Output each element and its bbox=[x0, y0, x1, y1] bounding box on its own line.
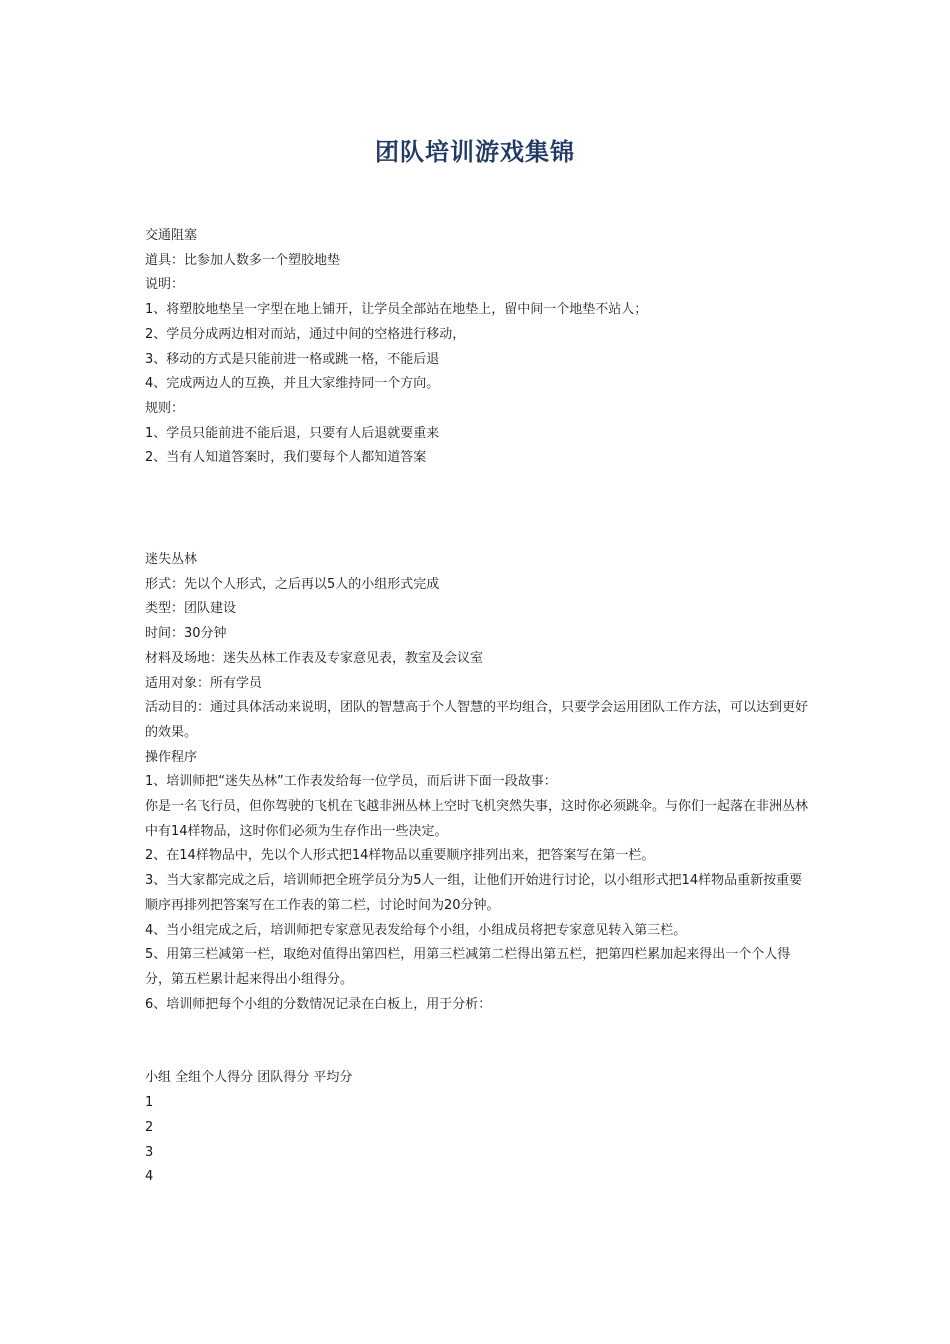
story-paragraph: 你是一名飞行员，但你驾驶的飞机在飞越非洲丛林上空时飞机突然失事，这时你必须跳伞。与你们一起落在非洲丛林中有14样物品，这时你们必须为生存作出一些决定。 bbox=[145, 799, 809, 839]
section-heading-lost-jungle: 迷失丛林 bbox=[145, 552, 198, 568]
purpose-paragraph: 活动目的：通过具体活动来说明，团队的智慧高于个人智慧的平均组合，只要学会运用团队工作方法，可以达到更好的效果。 bbox=[145, 700, 809, 740]
section-heading-traffic-jam: 交通阻塞 bbox=[145, 228, 198, 243]
score-table-row: 2 bbox=[145, 1119, 154, 1135]
form-line: 形式：先以个人形式，之后再以5人的小组形式完成 bbox=[145, 576, 440, 592]
rules-label: 规则： bbox=[145, 400, 185, 416]
procedure-step: 2、在14样物品中，先以个人形式把14样物品以重要顺序排列出来，把答案写在第一栏。 bbox=[145, 848, 655, 864]
explain-item: 3、移动的方式是只能前进一格或跳一格，不能后退 bbox=[145, 351, 440, 367]
explain-item: 1、将塑胶地垫呈一字型在地上铺开，让学员全部站在地垫上，留中间一个地垫不站人； bbox=[145, 302, 648, 318]
type-line: 类型：团队建设 bbox=[145, 601, 237, 617]
score-table-row: 1 bbox=[145, 1095, 154, 1111]
section-spacer bbox=[145, 1017, 813, 1066]
score-table-row: 4 bbox=[145, 1169, 154, 1185]
rule-item: 2、当有人知道答案时，我们要每个人都知道答案 bbox=[145, 450, 427, 466]
procedure-step: 1、培训师把“迷失丛林”工作表发给每一位学员，而后讲下面一段故事： bbox=[145, 774, 557, 790]
materials-line: 材料及场地：迷失丛林工作表及专家意见表，教室及会议室 bbox=[145, 650, 484, 666]
document-body bbox=[145, 224, 813, 1190]
page-title: 团队培训游戏集锦 bbox=[375, 138, 575, 166]
section-spacer bbox=[145, 471, 813, 548]
score-table-row: 3 bbox=[145, 1144, 154, 1160]
explain-item: 4、完成两边人的互换，并且大家维持同一个方向。 bbox=[145, 376, 440, 392]
procedure-step: 6、培训师把每个小组的分数情况记录在白板上，用于分析： bbox=[145, 996, 492, 1012]
time-line: 时间：30分钟 bbox=[145, 626, 227, 642]
explain-item: 2、学员分成两边相对而站，通过中间的空格进行移动， bbox=[145, 326, 466, 342]
procedure-step: 3、当大家都完成之后，培训师把全班学员分为5人一组，让他们开始进行讨论，以小组形式把14样物品重新按重要顺序再排列把答案写在工作表的第二栏，讨论时间为20分钟。 bbox=[145, 873, 803, 913]
procedure-label: 操作程序 bbox=[145, 749, 198, 765]
procedure-step: 4、当小组完成之后，培训师把专家意见表发给每个小组，小组成员将把专家意见转入第三栏。 bbox=[145, 922, 687, 938]
score-table-header: 小组 全组个人得分 团队得分 平均分 bbox=[145, 1070, 353, 1086]
props-line: 道具：比参加人数多一个塑胶地垫 bbox=[145, 252, 341, 268]
audience-line: 适用对象：所有学员 bbox=[145, 675, 263, 691]
rule-item: 1、学员只能前进不能后退，只要有人后退就要重来 bbox=[145, 425, 440, 441]
explain-label: 说明： bbox=[145, 277, 185, 293]
procedure-step: 5、用第三栏减第一栏，取绝对值得出第四栏，用第三栏减第二栏得出第五栏，把第四栏累加起来得出一个个人得分，第五栏累计起来得出小组得分。 bbox=[145, 947, 791, 987]
